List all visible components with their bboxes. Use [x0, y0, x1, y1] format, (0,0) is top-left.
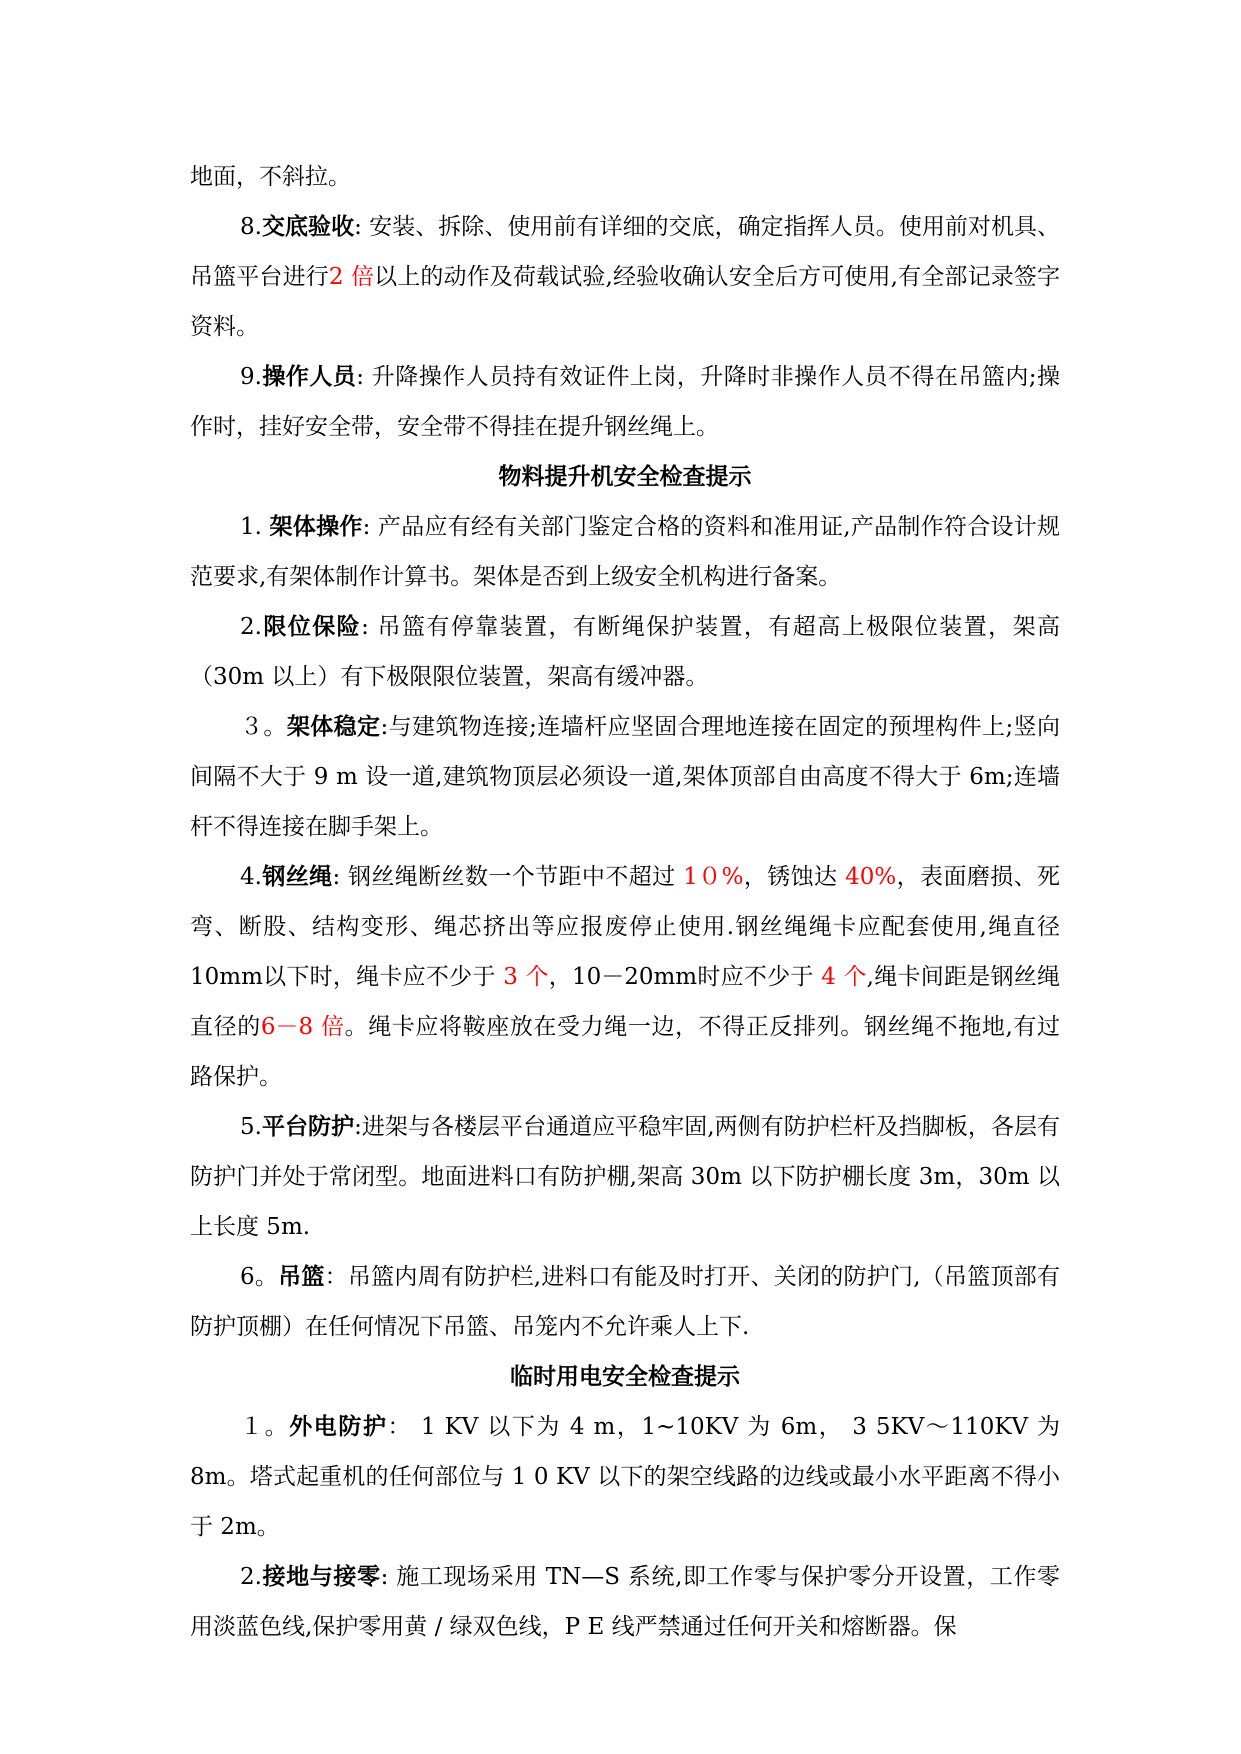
paragraph-8-handover-acceptance — [190, 202, 1060, 352]
highlight-value: 3 个 — [503, 964, 549, 990]
highlight-value: 6－8 倍 — [260, 1014, 345, 1040]
paragraph-9-operators — [190, 352, 1060, 452]
paragraph-frame-stability — [190, 702, 1060, 852]
text: ，锈蚀达 — [743, 864, 846, 890]
item-number: 9. — [240, 364, 262, 390]
text: : 吊篮有停靠装置，有断绳保护装置，有超高上极限位装置，架高（30m 以上）有下极限限位装置，架高有缓冲器。 — [190, 614, 1061, 690]
item-number: 8. — [240, 214, 262, 240]
text: 。绳卡应将鞍座放在受力绳一边，不得正反排列。钢丝绳不拖地,有过路保护。 — [190, 1014, 1061, 1090]
item-number: ３。 — [240, 714, 287, 740]
item-number: 2. — [240, 1564, 262, 1590]
text: :进架与各楼层平台通道应平稳牢固,两侧有防护栏杆及挡脚板，各层有防护门并处于常闭型。地面进料口有防护棚,架高 30m 以下防护棚长度 3m，30m 以上长度 5m. — [190, 1114, 1061, 1240]
section-heading-temporary-power: 临时用电安全检查提示 — [510, 1364, 740, 1390]
paragraph-grounding — [190, 1552, 1060, 1652]
highlight-value: 2 倍 — [328, 264, 375, 290]
highlight-value: 1０% — [683, 864, 744, 890]
item-heading: 吊篮 — [278, 1264, 325, 1290]
paragraph-continuation — [190, 152, 1060, 202]
highlight-value: 4 个 — [821, 964, 867, 990]
item-heading: 架体操作 — [269, 514, 363, 540]
item-heading: 操作人员 — [261, 364, 357, 390]
highlight-value: 40% — [845, 864, 897, 890]
text: ： 1 KV 以下为 4 m，1~10KV 为 6m， 3 5KV～110KV 为 8m。塔式起重机的任何部位与 1 0 KV 以下的架空线路的边线或最小水平距离不得小于 2m。 — [190, 1414, 1061, 1540]
paragraph-hanging-basket — [190, 1252, 1060, 1352]
text: : 产品应有经有关部门鉴定合格的资料和准用证,产品制作符合设计规范要求,有架体制作计算书。架体是否到上级安全机构进行备案。 — [190, 514, 1061, 590]
text: : 施工现场采用 TN—S 系统,即工作零与保护零分开设置，工作零用淡蓝色线,保护零用黄 / 绿双色线，P E 线严禁通过任何开关和熔断器。保 — [190, 1564, 1061, 1640]
text: ,绳卡间距是钢丝绳直径的 — [190, 964, 1060, 1040]
item-heading: 交底验收 — [261, 214, 355, 240]
paragraph-wire-rope — [190, 852, 1060, 1102]
text: ：吊篮内周有防护栏,进料口有能及时打开、关闭的防护门,（吊篮顶部有防护顶棚）在任何情况下吊篮、吊笼内不允许乘人上下. — [190, 1264, 1061, 1340]
text: : 升降操作人员持有效证件上岗，升降时非操作人员不得在吊篮内;操作时，挂好安全带，安全带不得挂在提升钢丝绳上。 — [190, 364, 1061, 440]
paragraph-platform-protection — [190, 1102, 1060, 1252]
text: :与建筑物连接;连墙杆应坚固合理地连接在固定的预埋构件上;竖向间隔不大于 9 m 设一道,建筑物顶层必须设一道,架体顶部自由高度不得大于 6m;连墙杆不得连接在脚手架上。 — [190, 714, 1061, 840]
text: : 钢丝绳断丝数一个节距中不超过 — [332, 864, 684, 890]
item-heading: 限位保险 — [261, 614, 362, 640]
item-number: 1. — [240, 514, 270, 540]
text: ，表面磨损、死弯、断股、结构变形、绳芯挤出等应报废停止使用.钢丝绳绳卡应配套使用,绳直径 10mm以下时，绳卡应不少于 — [190, 864, 1061, 990]
item-number: 5. — [240, 1114, 262, 1140]
item-heading: 钢丝绳 — [261, 864, 333, 890]
text: : 安装、拆除、使用前有详细的交底，确定指挥人员。使用前对机具、吊篮平台进行 — [190, 214, 1060, 290]
item-heading: 接地与接零 — [261, 1564, 381, 1590]
item-heading: 平台防护 — [261, 1114, 355, 1140]
item-heading: 架体稳定 — [286, 714, 381, 740]
item-number: 4. — [240, 864, 262, 890]
paragraph-frame-operation — [190, 502, 1060, 602]
document-page — [190, 152, 1060, 1652]
item-number: 6。 — [240, 1264, 279, 1290]
item-number: １。 — [240, 1414, 290, 1440]
text: ，10－20mm时应不少于 — [548, 964, 822, 990]
item-heading: 外电防护 — [289, 1414, 388, 1440]
text: 以上的动作及荷载试验,经验收确认安全后方可使用,有全部记录签字资料。 — [190, 264, 1060, 340]
item-number: 2. — [240, 614, 262, 640]
paragraph-limit-protection — [190, 602, 1060, 702]
section-heading-material-hoist: 物料提升机安全检查提示 — [498, 464, 752, 490]
text: 地面，不斜拉。 — [190, 164, 351, 190]
paragraph-external-power-protection — [190, 1402, 1060, 1552]
